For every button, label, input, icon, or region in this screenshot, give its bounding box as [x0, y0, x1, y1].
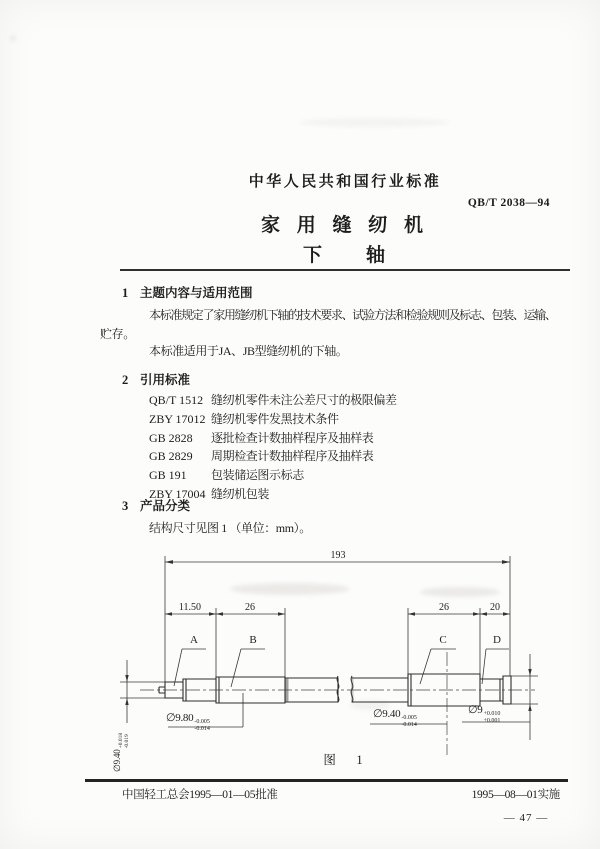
reference-code: GB 191 [149, 468, 187, 483]
footer-implementation: 1995—08—01实施 [471, 789, 560, 801]
section2-number: 2 [122, 373, 129, 387]
standard-number: QB/T 2038—94 [467, 197, 550, 209]
tolerance-lower: -0.019 [123, 734, 130, 749]
reference-title: 逐批检查计数抽样程序及抽样表 [211, 430, 374, 445]
reference-code: QB/T 1512 [149, 393, 204, 407]
dim-seg2: 26 [245, 602, 255, 613]
section2-heading [122, 370, 190, 388]
reference-title: 缝纫机零件未注公差尺寸的极限偏差 [211, 393, 397, 407]
doc-title-line1: 家 用 缝 纫 机 [260, 215, 429, 236]
dim-total: 193 [330, 550, 346, 561]
reference-list [149, 391, 569, 504]
reference-code: ZBY 17012 [149, 411, 206, 426]
reference-title: 缝纫机包装 [211, 486, 270, 501]
tolerance-upper: -0.005 [401, 715, 417, 721]
tolerance-upper: +0.010 [483, 711, 501, 717]
reference-code: ZBY 17004 [149, 486, 206, 501]
tolerance-lower: -0.014 [401, 721, 417, 728]
diameter-value: ∅9.80 [166, 712, 194, 724]
diameter-label-d [468, 703, 500, 724]
reference-item [149, 447, 569, 466]
section1-paragraph2: 本标准适用于JA、JB型缝纫机的下轴。 [149, 344, 348, 358]
diameter-value: ∅9.40 [112, 749, 122, 772]
standard-type-heading: 中华人民共和国行业标准 [248, 174, 442, 190]
footer-approval: 中国轻工总会1995—01—05批准 [122, 789, 278, 801]
section-label-b: B [249, 634, 257, 646]
section1-title: 主题内容与适用范围 [140, 286, 253, 300]
reference-item [149, 429, 569, 448]
section-label-a: A [190, 634, 198, 646]
diameter-value: ∅9 [468, 704, 483, 716]
section1-paragraph1-line1: 本标准规定了家用缝纫机下轴的技术要求、试验方法和检验规则及标志、包装、运输、 [149, 308, 556, 322]
reference-title: 缝纫机零件发黑技术条件 [211, 411, 339, 426]
section3-number: 3 [122, 499, 129, 513]
reference-title: 周期检查计数抽样程序及抽样表 [211, 449, 374, 464]
header-rule [120, 269, 570, 271]
doc-title-line2: 下 轴 [302, 245, 387, 266]
section-label-c: C [439, 634, 447, 646]
reference-title: 包装储运图示标志 [211, 468, 304, 483]
diameter-label-c [373, 707, 417, 728]
diameter-value: ∅9.40 [373, 708, 401, 720]
reference-item [149, 391, 569, 410]
section3-body: 结构尺寸见图 1 （单位：mm）。 [149, 521, 311, 535]
dim-seg1: 11.50 [178, 602, 202, 613]
page-number: — 47 — [503, 812, 549, 824]
tolerance-upper: +0.018 [117, 732, 124, 749]
section2-title: 引用标准 [140, 373, 191, 387]
reference-code: GB 2829 [149, 449, 193, 464]
figure-caption: 图 1 [323, 753, 367, 767]
footer-rule [85, 779, 568, 782]
tolerance-upper: -0.005 [194, 719, 210, 725]
reference-item [149, 485, 569, 504]
reference-code: GB 2828 [149, 430, 193, 445]
dim-seg3: 26 [439, 602, 449, 613]
scan-smudge [300, 118, 450, 127]
section3-title: 产品分类 [140, 499, 191, 513]
tolerance-lower: -0.014 [194, 725, 210, 732]
figure-drawing [90, 548, 570, 763]
scan-smudge [10, 36, 16, 41]
section-label-d: D [493, 634, 501, 646]
reference-item [149, 466, 569, 485]
section3-heading [122, 496, 190, 514]
section1-paragraph1-line2: 贮存。 [100, 327, 135, 341]
section1-number: 1 [122, 286, 129, 300]
diameter-label-b [166, 711, 210, 732]
reference-item [149, 410, 569, 429]
tolerance-lower: +0.001 [483, 717, 501, 724]
dim-seg4: 20 [490, 602, 500, 613]
section1-heading [122, 283, 253, 301]
